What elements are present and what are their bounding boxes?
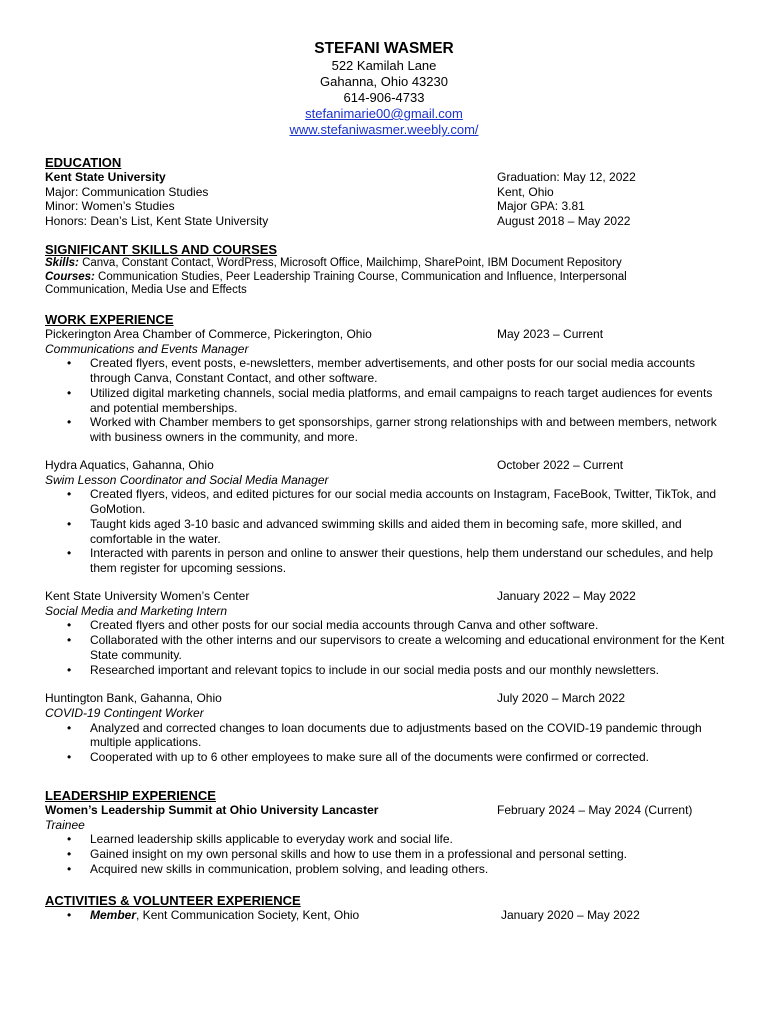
- skills-text: Canva, Constant Contact, WordPress, Microsoft Office, Mailchimp, SharePoint, IBM Document Repository: [78, 257, 622, 269]
- email-link[interactable]: stefanimarie00@gmail.com: [305, 106, 463, 121]
- courses-text: Communication Studies, Peer Leadership Training Course, Communication and Influence, Interpersonal: [94, 270, 627, 283]
- activities-heading: ACTIVITIES & VOLUNTEER EXPERIENCE: [45, 893, 301, 908]
- phone-number: 614-906-4733: [343, 90, 425, 105]
- job-org: Kent State University Women’s Center: [45, 588, 250, 603]
- activity-org: , Kent Communication Society, Kent, Ohio: [136, 908, 360, 922]
- job-bullets: [45, 356, 735, 445]
- list-item: • Created flyers, videos, and edited pictures for our social media accounts on Instagram, FaceBook, Twitter, TikTok, and GoMotion.: [45, 487, 730, 517]
- list-item: • Gained insight on my own personal skills and how to use them in a professional and personal setting.: [45, 847, 730, 862]
- list-item: • Researched important and relevant topics to include in our social media posts and our monthly newsletters.: [45, 663, 730, 678]
- skills-heading: SIGNIFICANT SKILLS AND COURSES: [45, 242, 278, 257]
- list-item: • Cooperated with up to 6 other employees to make sure all of the documents were confirmed or corrected.: [45, 750, 730, 765]
- leadership-org: Women’s Leadership Summit at Ohio University Lancaster: [45, 803, 379, 817]
- activities-section: [45, 893, 735, 923]
- activity-role: Member: [90, 908, 137, 922]
- work-heading: WORK EXPERIENCE: [45, 312, 174, 327]
- education-heading: EDUCATION: [45, 155, 122, 170]
- list-item: • Taught kids aged 3-10 basic and advanced swimming skills and aided them in becoming safe, more skilled, and comfortable in the water.: [45, 517, 730, 547]
- list-item: • Created flyers and other posts for our social media accounts through Canva and other software.: [45, 618, 730, 633]
- resume-header: [0, 40, 768, 138]
- activities-bullets: [45, 908, 735, 923]
- school-location: Kent, Ohio: [497, 184, 554, 199]
- job-role: Social Media and Marketing Intern: [45, 603, 228, 618]
- job-role: COVID-19 Contingent Worker: [45, 705, 204, 720]
- education-section: [45, 155, 735, 228]
- address-line-2: Gahanna, Ohio 43230: [320, 74, 448, 89]
- job-bullets: [45, 721, 735, 765]
- skills-line: [45, 257, 735, 271]
- skills-section: [45, 242, 735, 298]
- job-entry: [45, 327, 735, 445]
- job-entry: [45, 589, 735, 677]
- job-org: Hydra Aquatics, Gahanna, Ohio: [45, 457, 214, 472]
- courses-label: Courses:: [45, 270, 95, 283]
- list-item: • Learned leadership skills applicable to everyday work and social life.: [45, 832, 730, 847]
- activity-dates: January 2020 – May 2022: [501, 908, 640, 922]
- job-dates: July 2020 – March 2022: [497, 691, 626, 706]
- gpa: Major GPA: 3.81: [497, 199, 585, 214]
- school-name: Kent State University: [45, 170, 166, 184]
- work-section: [45, 312, 735, 765]
- job-entry: [45, 458, 735, 576]
- job-dates: May 2023 – Current: [497, 327, 604, 341]
- address-line-1: 522 Kamilah Lane: [331, 58, 437, 73]
- job-org: Pickerington Area Chamber of Commerce, Pickerington, Ohio: [45, 327, 372, 341]
- list-item: • Worked with Chamber members to get sponsorships, garner strong relationships with and between members, network with business owners in the community, and more.: [45, 415, 730, 445]
- minor: Minor: Women’s Studies: [45, 199, 175, 214]
- list-item: • Utilized digital marketing channels, social media platforms, and email campaigns to reach target audiences for events and potential memberships.: [45, 386, 730, 416]
- leadership-bullets: [45, 832, 735, 876]
- honors: Honors: Dean’s List, Kent State University: [45, 213, 269, 228]
- skills-label: Skills:: [45, 257, 79, 269]
- job-org: Huntington Bank, Gahanna, Ohio: [45, 691, 222, 706]
- job-bullets: [45, 487, 735, 576]
- leadership-section: [45, 788, 735, 877]
- list-item: • Acquired new skills in communication, problem solving, and leading others.: [45, 862, 730, 877]
- list-item: • Interacted with parents in person and online to answer their questions, help them understand our schedules, and help them register for upcoming sessions.: [45, 546, 730, 576]
- job-dates: January 2022 – May 2022: [497, 588, 636, 603]
- leadership-heading: LEADERSHIP EXPERIENCE: [45, 788, 216, 803]
- job-dates: October 2022 – Current: [497, 457, 624, 472]
- leadership-role: Trainee: [45, 817, 85, 832]
- list-item: • Analyzed and corrected changes to loan documents due to adjustments based on the COVID-19 pandemic through multiple applications.: [45, 721, 730, 751]
- job-bullets: [45, 618, 735, 677]
- list-item: • Collaborated with the other interns and our supervisors to create a welcoming and educational environment for the Kent State community.: [45, 633, 730, 663]
- graduation-date: Graduation: May 12, 2022: [497, 170, 636, 184]
- education-dates: August 2018 – May 2022: [497, 213, 631, 228]
- major: Major: Communication Studies: [45, 184, 209, 199]
- leadership-dates: February 2024 – May 2024 (Current): [497, 803, 693, 817]
- list-item: [45, 908, 735, 923]
- job-role: Communications and Events Manager: [45, 341, 249, 356]
- job-entry: [45, 691, 735, 765]
- applicant-name: STEFANI WASMER: [314, 40, 454, 57]
- list-item: • Created flyers, event posts, e-newsletters, member advertisements, and other posts for our social media accounts through Canva, Constant Contact, and other software.: [45, 356, 730, 386]
- courses-line: [45, 271, 735, 285]
- website-link[interactable]: www.stefaniwasmer.weebly.com/: [289, 122, 479, 137]
- courses-line-2: Communication, Media Use and Effects: [45, 284, 247, 297]
- job-role: Swim Lesson Coordinator and Social Media Manager: [45, 472, 329, 487]
